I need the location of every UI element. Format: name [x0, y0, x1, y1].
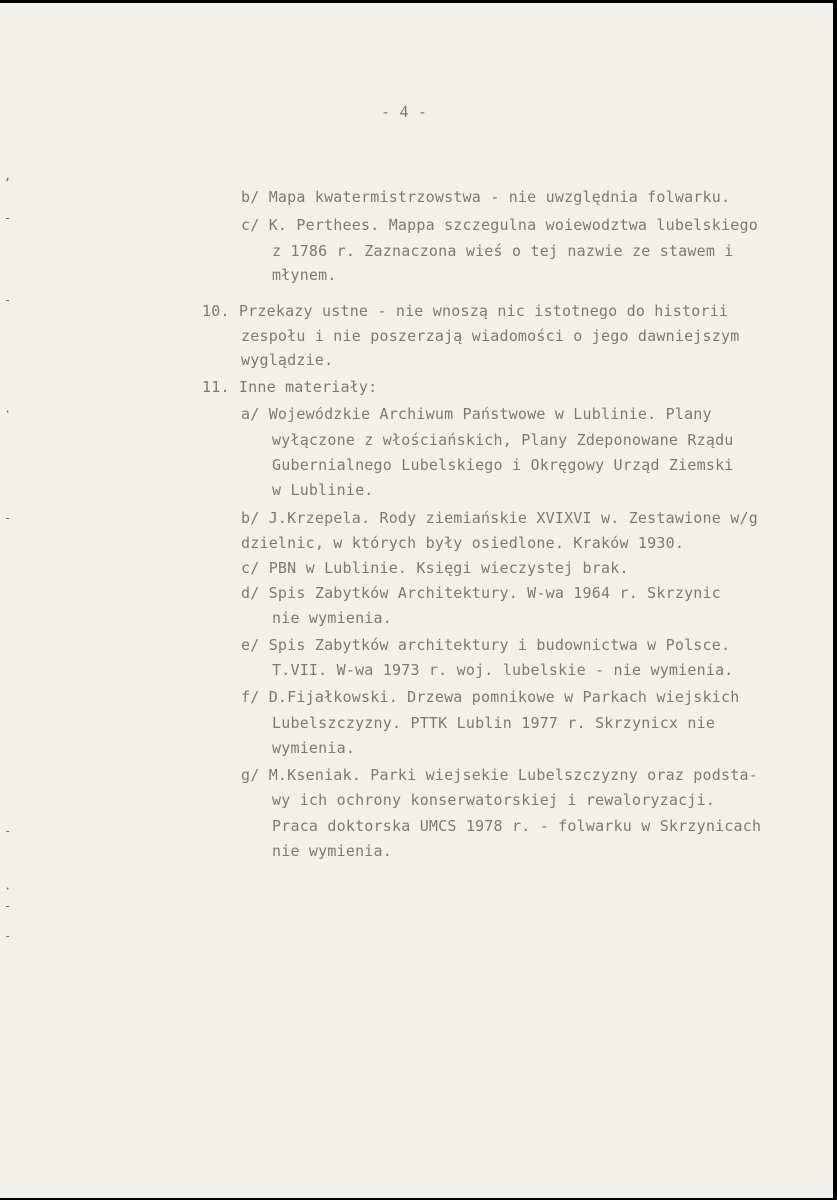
item-11a-line-4: w Lublinie.: [272, 481, 374, 499]
item-11d-line-1: d/ Spis Zabytków Architektury. W-wa 1964 r. Skrzynic: [241, 584, 721, 602]
margin-mark: ·: [4, 405, 12, 419]
item-b-line-1: b/ Mapa kwatermistrzowstwa - nie uwzględnia folwarku.: [241, 188, 731, 206]
page-number: - 4 -: [381, 103, 428, 121]
scan-right-edge: [833, 0, 837, 1200]
item-11f-line-2: Lubelszczyzny. PTTK Lublin 1977 r. Skrzynicx nie: [272, 714, 716, 732]
item-11g-line-1: g/ M.Kseniak. Parki wiejsekie Lubelszczyzny oraz podsta-: [241, 766, 758, 784]
item-11e-line-1: e/ Spis Zabytków architektury i budownictwa w Polsce.: [241, 636, 731, 654]
point-10-line-1: 10. Przekazy ustne - nie wnoszą nic istotnego do historii: [202, 302, 729, 320]
margin-mark: -: [4, 211, 12, 225]
point-11-heading: 11. Inne materiały:: [202, 378, 378, 396]
item-11d-line-2: nie wymienia.: [272, 609, 392, 627]
item-11g-line-4: nie wymienia.: [272, 842, 392, 860]
margin-mark: -: [4, 899, 12, 913]
margin-mark: ·: [4, 882, 12, 896]
item-c-line-1: c/ K. Perthees. Mappa szczegulna woiewodztwa lubelskiego: [241, 216, 758, 234]
point-10-line-3: wyglądzie.: [241, 351, 334, 369]
item-11g-line-2: wy ich ochrony konserwatorskiej i rewaloryzacji.: [272, 791, 716, 809]
item-11a-line-1: a/ Wojewódzkie Archiwum Państwowe w Lublinie. Plany: [241, 405, 712, 423]
margin-mark: -: [4, 824, 12, 838]
item-11f-line-1: f/ D.Fijałkowski. Drzewa pomnikowe w Parkach wiejskich: [241, 688, 740, 706]
item-11f-line-3: wymienia.: [272, 739, 356, 757]
item-11a-line-2: wyłączone z włościańskich, Plany Zdeponowane Rządu: [272, 431, 734, 449]
item-c-line-3: młynem.: [272, 266, 337, 284]
point-10-line-2: zespołu i nie poszerzają wiadomości o jego dawniejszym: [241, 327, 740, 345]
margin-mark: -: [4, 511, 12, 525]
item-11e-line-2: T.VII. W-wa 1973 r. woj. lubelskie - nie wymienia.: [272, 661, 734, 679]
item-11b-line-1: b/ J.Krzepela. Rody ziemiańskie XVIXVI w. Zestawione w/g: [241, 509, 758, 527]
item-11g-line-3: Praca doktorska UMCS 1978 r. - folwarku w Skrzynicach: [272, 817, 762, 835]
margin-mark: ,: [4, 169, 12, 183]
margin-mark: -: [4, 929, 12, 943]
scan-top-edge: [0, 0, 837, 3]
item-c-line-2: z 1786 r. Zaznaczona wieś o tej nazwie ze stawem i: [272, 242, 734, 260]
margin-mark: -: [4, 293, 12, 307]
item-11b-line-2: dzielnic, w których były osiedlone. Kraków 1930.: [241, 534, 685, 552]
item-11a-line-3: Gubernialnego Lubelskiego i Okręgowy Urząd Ziemski: [272, 456, 734, 474]
item-11c-line-1: c/ PBN w Lublinie. Księgi wieczystej brak.: [241, 559, 629, 577]
